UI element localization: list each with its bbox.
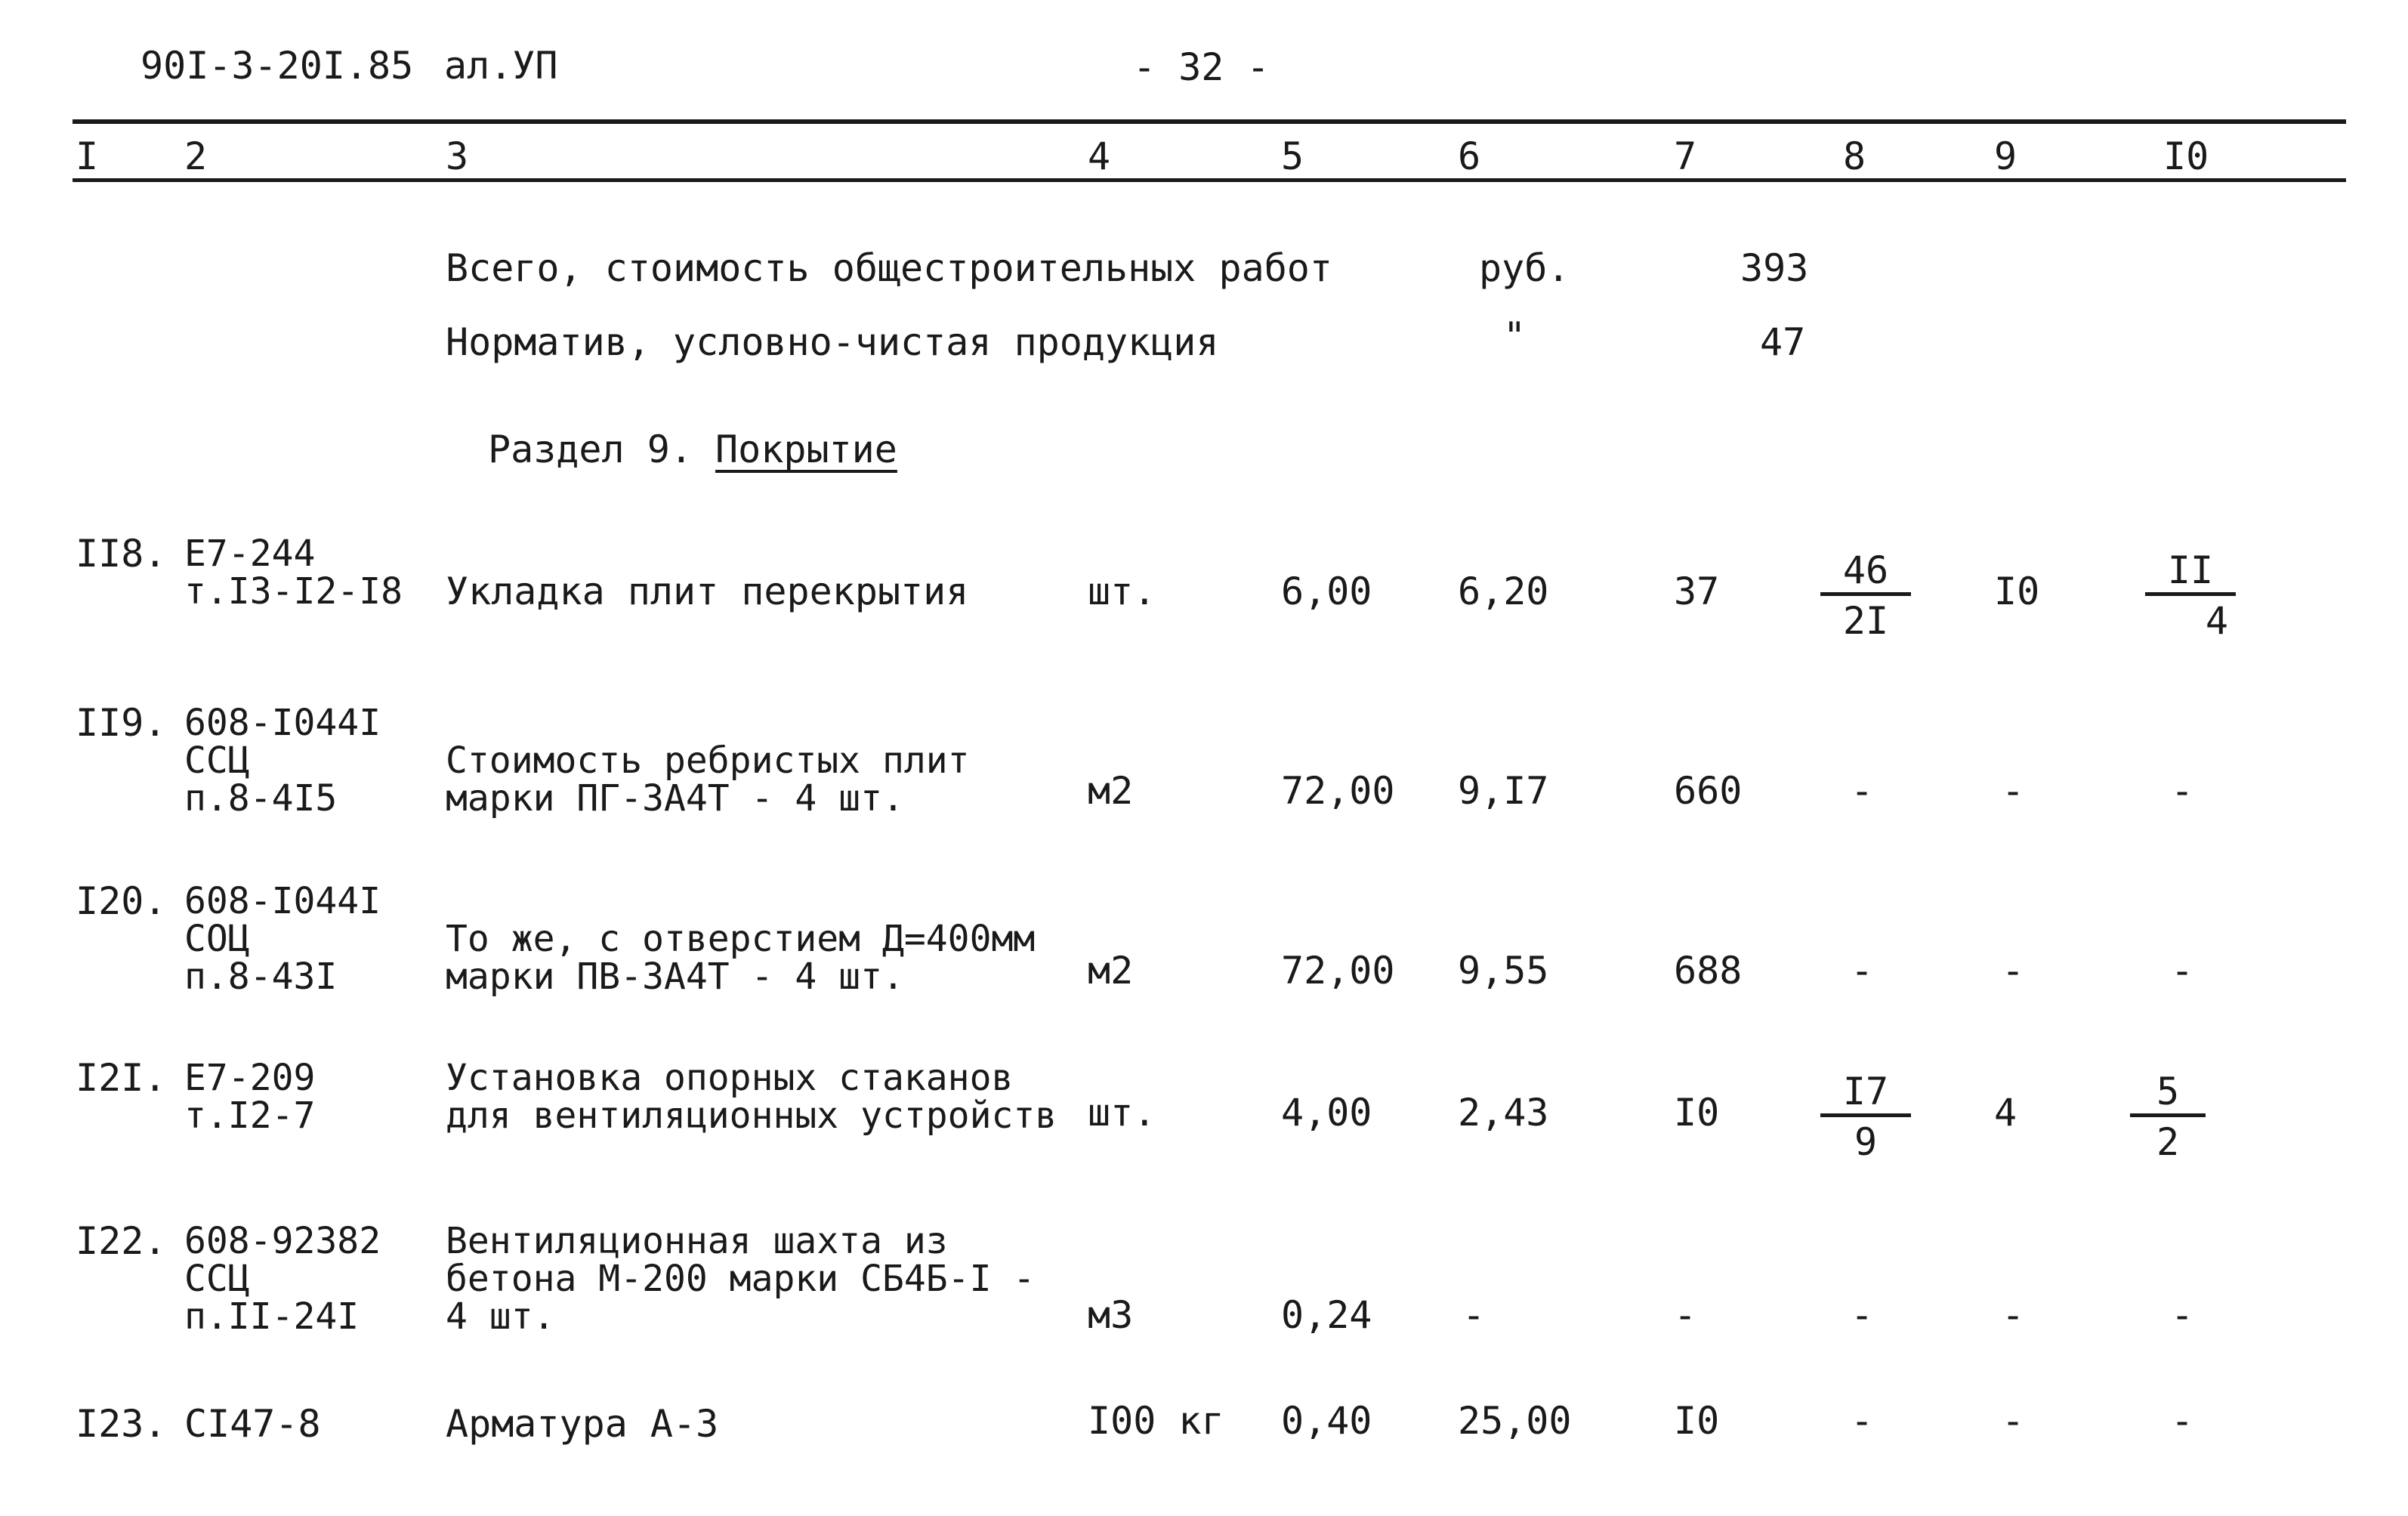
row-col10: - [2171, 769, 2194, 813]
row-code: 608-I044I СОЦ п.8-43I [184, 880, 381, 998]
document-code: 90I-3-20I.85 [140, 44, 414, 88]
column-header-4: 4 [1088, 134, 1111, 178]
section-prefix: Раздел 9. [488, 428, 693, 471]
column-header-5: 5 [1281, 134, 1304, 178]
section-heading [488, 428, 897, 471]
row-price: - [1462, 1293, 1486, 1337]
row-col9: I0 [1994, 570, 2040, 613]
row-description: То же, с отверстием Д=400мм марки ПВ-3А4Т - 4 шт. [446, 918, 1036, 998]
row-code: CI47-8 [184, 1402, 321, 1446]
row-unit: м2 [1088, 949, 1134, 993]
norm-value: 47 [1760, 320, 1806, 364]
row-cost: 660 [1674, 769, 1743, 813]
page-number: - 32 - [1133, 45, 1270, 89]
row-col9: - [2002, 769, 2025, 813]
row-col8-fraction: $\frac{I7}{9}$ [1820, 1073, 1911, 1161]
row-description: Стоимость ребристых плит марки ПГ-3А4Т - 4 шт. [446, 739, 970, 820]
sheet-label: ал.УП [444, 44, 558, 88]
row-col10: - [2171, 1399, 2194, 1443]
row-description: Установка опорных стаканов для вентиляционных устройств [446, 1057, 1057, 1137]
column-header-6: 6 [1458, 134, 1481, 178]
row-col10-fraction: $\frac{II}{4}$ [2145, 551, 2236, 640]
row-quantity: 6,00 [1281, 570, 1372, 613]
row-cost: - [1674, 1293, 1697, 1337]
column-header-9: 9 [1994, 134, 2017, 178]
row-col9: - [2002, 949, 2025, 993]
row-unit: I00 кг [1088, 1399, 1224, 1443]
row-cost: 688 [1674, 949, 1743, 993]
row-price: 2,43 [1458, 1091, 1549, 1135]
row-cost: I0 [1674, 1399, 1720, 1443]
row-col9: 4 [1994, 1091, 2017, 1135]
row-col8: - [1851, 1399, 1874, 1443]
row-number: I22. [76, 1219, 167, 1263]
row-quantity: 0,24 [1281, 1293, 1372, 1337]
row-price: 9,55 [1458, 949, 1549, 993]
row-col9: - [2002, 1399, 2025, 1443]
column-header-1: I [76, 134, 99, 178]
top-rule [73, 119, 2346, 124]
column-header-3: 3 [446, 134, 469, 178]
row-code: E7-244 т.I3-I2-I8 [184, 533, 403, 613]
section-title: Покрытие [715, 428, 897, 471]
row-quantity: 72,00 [1281, 949, 1395, 993]
row-price: 25,00 [1458, 1399, 1572, 1443]
row-unit: м3 [1088, 1293, 1134, 1337]
column-header-2: 2 [184, 134, 208, 178]
row-number: I23. [76, 1402, 167, 1446]
row-price: 9,I7 [1458, 769, 1549, 813]
header-rule [73, 178, 2346, 182]
row-description: Укладка плит перекрытия [446, 570, 969, 613]
row-number: II9. [76, 701, 167, 745]
row-quantity: 4,00 [1281, 1091, 1372, 1135]
row-unit: шт. [1088, 570, 1156, 613]
row-col10-fraction: $\frac{5}{2}$ [2130, 1073, 2206, 1161]
row-quantity: 0,40 [1281, 1399, 1372, 1443]
column-header-7: 7 [1674, 134, 1697, 178]
row-col8: - [1851, 769, 1874, 813]
row-quantity: 72,00 [1281, 769, 1395, 813]
row-unit: м2 [1088, 769, 1134, 813]
row-col8-fraction: $\frac{46}{2I}$ [1820, 551, 1911, 640]
total-value: 393 [1740, 246, 1809, 290]
total-unit: руб. [1479, 246, 1570, 290]
column-header-8: 8 [1843, 134, 1866, 178]
row-col9: - [2002, 1293, 2025, 1337]
row-col8: - [1851, 949, 1874, 993]
row-number: II8. [76, 532, 167, 576]
row-code: 608-92382 ССЦ п.II-24I [184, 1220, 381, 1338]
row-cost: I0 [1674, 1091, 1720, 1135]
row-number: I20. [76, 879, 167, 923]
row-unit: шт. [1088, 1091, 1156, 1135]
row-number: I2I. [76, 1056, 167, 1100]
norm-unit: " [1503, 314, 1527, 358]
row-description: Вентиляционная шахта из бетона М-200 марки СБ4Б-I - 4 шт. [446, 1220, 1036, 1338]
row-code: 608-I044I ССЦ п.8-4I5 [184, 702, 381, 820]
row-col8: - [1851, 1293, 1874, 1337]
row-price: 6,20 [1458, 570, 1549, 613]
norm-label: Норматив, условно-чистая продукция [446, 320, 1219, 364]
row-code: E7-209 т.I2-7 [184, 1057, 316, 1137]
row-cost: 37 [1674, 570, 1720, 613]
column-header-10: I0 [2163, 134, 2209, 178]
row-col10: - [2171, 1293, 2194, 1337]
total-label: Всего, стоимость общестроительных работ [446, 246, 1332, 290]
row-col10: - [2171, 949, 2194, 993]
row-description: Арматура А-3 [446, 1402, 719, 1446]
